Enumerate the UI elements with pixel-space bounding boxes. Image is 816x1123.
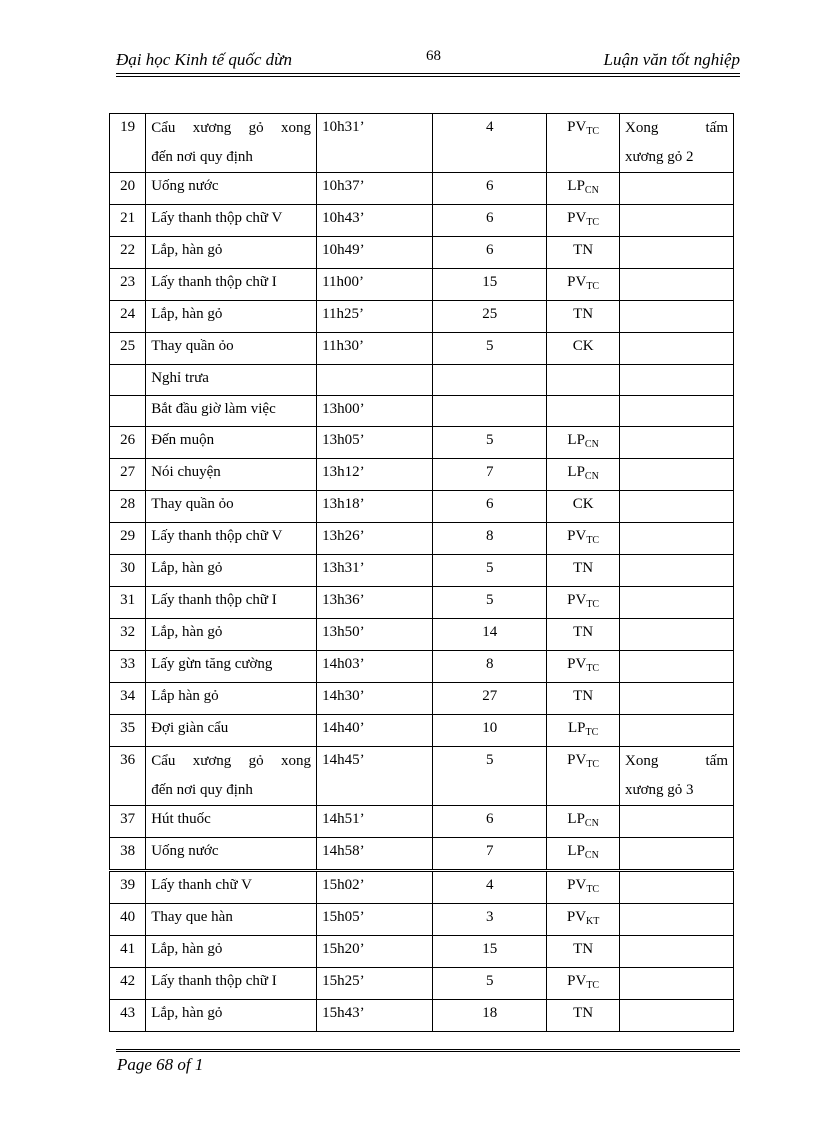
note-cell — [619, 237, 733, 269]
activity-cell: Lấy thanh thộp chữ I — [146, 968, 317, 1000]
time-cell: 13h26’ — [317, 523, 433, 555]
note-cell — [619, 904, 733, 936]
table-row — [110, 205, 734, 237]
note-cell — [619, 968, 733, 1000]
time-cell: 10h49’ — [317, 237, 433, 269]
category-cell — [547, 651, 620, 683]
category-subscript: CN — [584, 850, 599, 861]
row-number: 35 — [110, 715, 146, 747]
category-code: TN — [573, 560, 594, 576]
note-cell — [619, 555, 733, 587]
category-code: LP — [567, 843, 585, 859]
duration-cell: 4 — [433, 114, 547, 173]
duration-cell: 7 — [433, 838, 547, 871]
time-cell: 15h25’ — [317, 968, 433, 1000]
row-number — [110, 396, 146, 427]
category-cell — [547, 747, 620, 806]
duration-cell — [433, 396, 547, 427]
table-row — [110, 491, 734, 523]
category-cell — [547, 587, 620, 619]
category-cell — [547, 936, 620, 968]
duration-cell: 5 — [433, 427, 547, 459]
table-row — [110, 555, 734, 587]
header-rule-second — [116, 76, 740, 77]
header-university: Đại học Kinh tế quốc dừn — [116, 50, 292, 69]
duration-cell: 7 — [433, 459, 547, 491]
activity-cell: Đợi giàn cẩu — [146, 715, 317, 747]
category-cell — [547, 237, 620, 269]
category-code: CK — [572, 338, 594, 354]
row-number: 21 — [110, 205, 146, 237]
table-row — [110, 683, 734, 715]
table-row — [110, 269, 734, 301]
category-code: PV — [567, 656, 587, 672]
table-row — [110, 427, 734, 459]
category-subscript: TC — [585, 727, 599, 738]
category-cell — [547, 491, 620, 523]
duration-cell: 8 — [433, 651, 547, 683]
row-number: 41 — [110, 936, 146, 968]
note-cell — [619, 651, 733, 683]
duration-cell: 15 — [433, 936, 547, 968]
category-cell — [547, 173, 620, 205]
time-cell: 13h31’ — [317, 555, 433, 587]
duration-cell: 8 — [433, 523, 547, 555]
activity-cell: Lấy thanh thộp chữ I — [146, 587, 317, 619]
activity-cell: Lắp, hàn gỏ — [146, 555, 317, 587]
activity-cell: Uống nước — [146, 173, 317, 205]
activity-cell: Lắp, hàn gỏ — [146, 1000, 317, 1032]
note-cell — [619, 205, 733, 237]
table-row — [110, 237, 734, 269]
table-row — [110, 936, 734, 968]
duration-cell: 5 — [433, 747, 547, 806]
note-cell — [619, 491, 733, 523]
table-row — [110, 871, 734, 904]
category-subscript: TC — [586, 663, 600, 674]
category-code: PV — [567, 592, 587, 608]
category-code: PV — [566, 909, 587, 925]
time-cell: 13h36’ — [317, 587, 433, 619]
category-subscript: TC — [586, 759, 600, 770]
note-line-1: Xong tấm — [624, 120, 728, 136]
category-code: PV — [567, 973, 587, 989]
category-cell — [547, 968, 620, 1000]
row-number: 19 — [110, 114, 146, 173]
category-subscript: TC — [586, 980, 600, 991]
row-number: 22 — [110, 237, 146, 269]
duration-cell: 10 — [433, 715, 547, 747]
time-cell: 14h40’ — [317, 715, 433, 747]
duration-cell: 6 — [433, 205, 547, 237]
category-cell — [547, 683, 620, 715]
activity-cell: Thay quần ỏo — [146, 491, 317, 523]
row-number: 31 — [110, 587, 146, 619]
category-cell — [547, 1000, 620, 1032]
category-cell — [547, 715, 620, 747]
note-cell — [619, 396, 733, 427]
time-cell: 15h20’ — [317, 936, 433, 968]
activity-line-2: đến nơi quy định — [151, 782, 253, 798]
activity-line-1: Cẩu xương gỏ xong — [151, 753, 312, 769]
category-cell — [547, 555, 620, 587]
row-number: 42 — [110, 968, 146, 1000]
activity-cell: Thay que hàn — [146, 904, 317, 936]
time-cell: 13h50’ — [317, 619, 433, 651]
work-log-table — [109, 113, 734, 1032]
time-cell: 14h45’ — [317, 747, 433, 806]
duration-cell: 4 — [433, 871, 547, 904]
note-cell — [619, 806, 733, 838]
category-subscript: CN — [584, 439, 599, 450]
table-row — [110, 619, 734, 651]
note-cell — [619, 936, 733, 968]
category-code: TN — [573, 242, 594, 258]
category-code: PV — [567, 877, 587, 893]
table-row — [110, 333, 734, 365]
category-cell — [547, 333, 620, 365]
category-cell — [547, 806, 620, 838]
time-cell: 14h51’ — [317, 806, 433, 838]
activity-cell: Hút thuốc — [146, 806, 317, 838]
activity-line-1: Cẩu xương gỏ xong — [151, 120, 312, 136]
category-code: PV — [567, 119, 587, 135]
duration-cell: 6 — [433, 806, 547, 838]
category-cell — [547, 523, 620, 555]
row-number: 25 — [110, 333, 146, 365]
row-number: 26 — [110, 427, 146, 459]
category-subscript: TC — [586, 281, 600, 292]
table-row — [110, 301, 734, 333]
note-cell — [619, 427, 733, 459]
category-cell — [547, 365, 620, 396]
activity-cell: Lấy gừn tăng cường — [146, 651, 317, 683]
row-number: 24 — [110, 301, 146, 333]
note-cell — [619, 587, 733, 619]
table-row — [110, 747, 734, 806]
table-row — [110, 838, 734, 871]
activity-cell: Lắp, hàn gỏ — [146, 619, 317, 651]
time-cell: 10h31’ — [317, 114, 433, 173]
table-row — [110, 114, 734, 173]
category-subscript: TC — [586, 535, 600, 546]
note-cell — [619, 523, 733, 555]
row-number: 37 — [110, 806, 146, 838]
note-cell — [619, 173, 733, 205]
table-row — [110, 904, 734, 936]
category-code: TN — [573, 306, 594, 322]
note-line-2: xương gỏ 2 — [624, 149, 694, 165]
row-number: 20 — [110, 173, 146, 205]
note-cell — [619, 1000, 733, 1032]
duration-cell: 6 — [433, 173, 547, 205]
note-cell — [619, 715, 733, 747]
row-number: 36 — [110, 747, 146, 806]
time-cell: 13h18’ — [317, 491, 433, 523]
duration-cell: 27 — [433, 683, 547, 715]
category-code: CK — [572, 496, 594, 512]
category-code: TN — [573, 688, 594, 704]
table-row — [110, 806, 734, 838]
time-cell: 10h37’ — [317, 173, 433, 205]
note-line-2: xương gỏ 3 — [624, 782, 694, 798]
row-number: 40 — [110, 904, 146, 936]
note-cell — [619, 459, 733, 491]
duration-cell: 5 — [433, 968, 547, 1000]
activity-cell: Lấy thanh thộp chữ V — [146, 205, 317, 237]
category-cell — [547, 871, 620, 904]
category-code: PV — [567, 752, 587, 768]
category-code: TN — [573, 624, 594, 640]
time-cell: 13h00’ — [317, 396, 433, 427]
category-cell — [547, 205, 620, 237]
duration-cell — [433, 365, 547, 396]
category-cell — [547, 459, 620, 491]
activity-cell: Lắp hàn gỏ — [146, 683, 317, 715]
table-row — [110, 459, 734, 491]
page-footer: Page 68 of 1 — [117, 1055, 204, 1074]
category-cell — [547, 838, 620, 871]
activity-cell: Uống nước — [146, 838, 317, 871]
footer-rule — [116, 1049, 740, 1052]
category-subscript: TC — [586, 884, 600, 895]
activity-cell: Nghỉ trưa — [146, 365, 317, 396]
category-cell — [547, 427, 620, 459]
time-cell — [317, 365, 433, 396]
time-cell: 15h02’ — [317, 871, 433, 904]
category-code: TN — [573, 941, 594, 957]
category-code: LP — [567, 720, 586, 736]
category-code: LP — [567, 464, 585, 480]
note-cell — [619, 114, 733, 173]
header-rule — [116, 73, 740, 74]
time-cell: 14h03’ — [317, 651, 433, 683]
activity-cell: Lấy thanh thộp chữ I — [146, 269, 317, 301]
activity-cell — [146, 114, 317, 173]
category-cell — [547, 619, 620, 651]
category-code: LP — [567, 811, 585, 827]
row-number: 43 — [110, 1000, 146, 1032]
note-cell — [619, 683, 733, 715]
category-cell — [547, 114, 620, 173]
table-row — [110, 587, 734, 619]
note-cell — [619, 871, 733, 904]
row-number: 38 — [110, 838, 146, 871]
table-row — [110, 1000, 734, 1032]
time-cell: 14h30’ — [317, 683, 433, 715]
note-cell — [619, 838, 733, 871]
note-cell — [619, 619, 733, 651]
header-thesis-label: Luận văn tốt nghiệp — [603, 50, 740, 69]
work-log-body — [110, 114, 734, 1032]
time-cell: 11h25’ — [317, 301, 433, 333]
category-subscript: TC — [586, 217, 600, 228]
activity-cell: Thay quần ỏo — [146, 333, 317, 365]
table-row — [110, 365, 734, 396]
table-row — [110, 968, 734, 1000]
row-number: 29 — [110, 523, 146, 555]
note-line-1: Xong tấm — [624, 753, 728, 769]
category-subscript: CN — [584, 471, 599, 482]
duration-cell: 15 — [433, 269, 547, 301]
activity-cell: Lắp, hàn gỏ — [146, 936, 317, 968]
time-cell: 11h30’ — [317, 333, 433, 365]
time-cell: 15h05’ — [317, 904, 433, 936]
activity-cell: Nói chuyện — [146, 459, 317, 491]
activity-cell: Lắp, hàn gỏ — [146, 237, 317, 269]
category-code: LP — [567, 432, 585, 448]
category-subscript: KT — [586, 916, 600, 927]
note-cell — [619, 301, 733, 333]
duration-cell: 3 — [433, 904, 547, 936]
table-row — [110, 651, 734, 683]
note-cell — [619, 747, 733, 806]
category-subscript: TC — [586, 126, 600, 137]
row-number — [110, 365, 146, 396]
table-row — [110, 396, 734, 427]
duration-cell: 6 — [433, 237, 547, 269]
category-cell — [547, 904, 620, 936]
time-cell: 13h12’ — [317, 459, 433, 491]
activity-cell: Lấy thanh chữ V — [146, 871, 317, 904]
activity-cell: Bắt đầu giờ làm việc — [146, 396, 317, 427]
duration-cell: 5 — [433, 333, 547, 365]
category-code: PV — [567, 210, 587, 226]
category-cell — [547, 396, 620, 427]
activity-cell: Lấy thanh thộp chữ V — [146, 523, 317, 555]
duration-cell: 25 — [433, 301, 547, 333]
note-cell — [619, 269, 733, 301]
row-number: 33 — [110, 651, 146, 683]
duration-cell: 5 — [433, 555, 547, 587]
category-cell — [547, 301, 620, 333]
row-number: 28 — [110, 491, 146, 523]
time-cell: 11h00’ — [317, 269, 433, 301]
category-code: PV — [567, 528, 587, 544]
table-row — [110, 715, 734, 747]
duration-cell: 18 — [433, 1000, 547, 1032]
row-number: 23 — [110, 269, 146, 301]
category-subscript: CN — [584, 185, 599, 196]
header-page-number: 68 — [426, 48, 441, 64]
row-number: 27 — [110, 459, 146, 491]
row-number: 39 — [110, 871, 146, 904]
activity-cell: Đến muộn — [146, 427, 317, 459]
duration-cell: 14 — [433, 619, 547, 651]
time-cell: 10h43’ — [317, 205, 433, 237]
note-cell — [619, 365, 733, 396]
note-cell — [619, 333, 733, 365]
time-cell: 15h43’ — [317, 1000, 433, 1032]
row-number: 34 — [110, 683, 146, 715]
duration-cell: 6 — [433, 491, 547, 523]
row-number: 32 — [110, 619, 146, 651]
table-row — [110, 173, 734, 205]
row-number: 30 — [110, 555, 146, 587]
duration-cell: 5 — [433, 587, 547, 619]
time-cell: 14h58’ — [317, 838, 433, 871]
category-cell — [547, 269, 620, 301]
activity-line-2: đến nơi quy định — [151, 149, 253, 165]
category-code: PV — [567, 274, 587, 290]
activity-cell: Lắp, hàn gỏ — [146, 301, 317, 333]
category-code: TN — [573, 1005, 594, 1021]
category-subscript: TC — [586, 599, 600, 610]
activity-cell — [146, 747, 317, 806]
time-cell: 13h05’ — [317, 427, 433, 459]
table-row — [110, 523, 734, 555]
page-header — [116, 46, 740, 72]
category-code: LP — [567, 178, 585, 194]
category-subscript: CN — [584, 818, 599, 829]
